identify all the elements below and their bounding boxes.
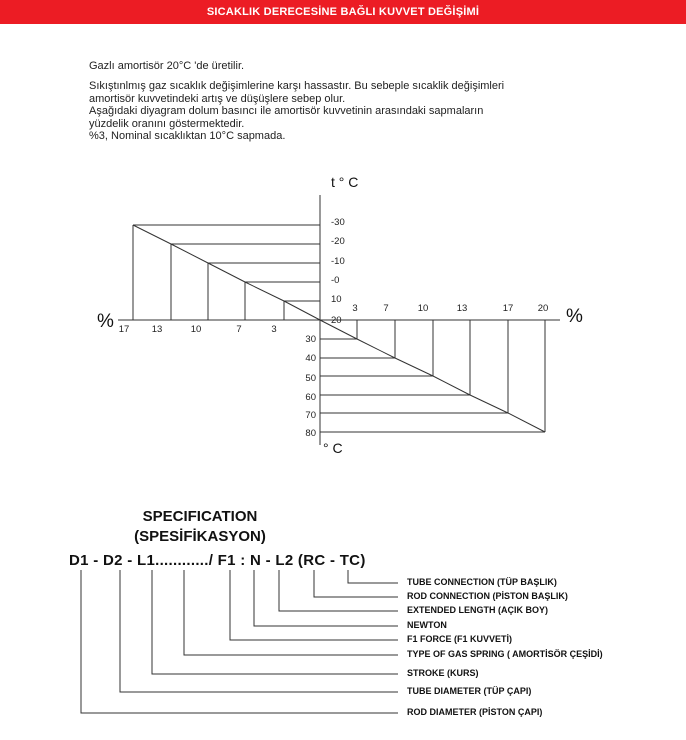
x-tick-label: 17	[502, 303, 514, 314]
x-tick-label: 7	[236, 324, 242, 335]
data-line-segment	[245, 282, 284, 301]
y-tick-label: -30	[331, 217, 345, 228]
data-line-segment	[395, 358, 433, 376]
data-line-segment	[208, 263, 245, 282]
intro-line: Sıkıştınlmış gaz sıcaklık değişimlerine karşı hassastır. Bu sebeple sıcaklik değişimleri	[89, 80, 505, 93]
x-axis-label-left: %	[97, 311, 114, 332]
data-line-segment	[470, 395, 508, 413]
spec-leader-line	[152, 570, 398, 674]
data-line-segment	[357, 339, 395, 358]
spec-leader-line	[279, 570, 398, 611]
y-tick-label: 60	[305, 392, 316, 403]
intro-line: yüzdelik oranını göstermektedir.	[89, 117, 245, 130]
y-tick-label: 10	[331, 294, 342, 305]
spec-label-tube-connection: TUBE CONNECTION (TÜP BAŞLIK)	[407, 577, 557, 587]
y-tick-label: 20	[331, 315, 342, 326]
intro-line: Gazlı amortisör 20°C 'de üretilir.	[89, 60, 245, 72]
spec-label-stroke: STROKE (KURS)	[407, 668, 479, 678]
y-tick-label: -0	[331, 275, 340, 286]
x-tick-label: 3	[271, 324, 277, 335]
spec-label-tube-diameter: TUBE DIAMETER (TÜP ÇAPI)	[407, 686, 532, 696]
y-axis-label-bottom: ° C	[323, 440, 343, 456]
x-tick-label: 13	[456, 303, 468, 314]
spec-code: D1 - D2 - L1............/ F1 : N - L2 (RC - TC)	[69, 552, 366, 569]
page-title: SICAKLIK DERECESİNE BAĞLI KUVVET DEĞİŞİMİ	[0, 0, 686, 24]
data-line-segment	[133, 225, 171, 244]
y-tick-label: 70	[305, 410, 316, 421]
intro-line: Aşağıdaki diyagram dolum basıncı ile amortisör kuvvetinin arasındaki sapmaların	[89, 105, 484, 118]
x-tick-label: 10	[190, 324, 202, 335]
y-tick-label: -20	[331, 236, 345, 247]
intro-line: %3, Nominal sıcaklıktan 10°C sapmada.	[89, 130, 286, 143]
spec-leader-line	[348, 570, 398, 583]
spec-title: SPECIFICATION	[142, 508, 258, 525]
spec-subtitle: (SPESİFİKASYON)	[134, 528, 266, 545]
x-tick-label: 3	[352, 303, 358, 314]
intro-line: amortisör kuvvetindeki artış ve düşüşlere sebep olur.	[89, 92, 346, 105]
spec-label-rod-connection: ROD CONNECTION (PİSTON BAŞLIK)	[407, 591, 568, 601]
x-tick-label: 20	[537, 303, 549, 314]
x-tick-label: 17	[118, 324, 130, 335]
data-line-segment	[433, 376, 470, 395]
spec-label-f1-force: F1 FORCE (F1 KUVVETİ)	[407, 634, 513, 644]
y-tick-label: 80	[305, 428, 316, 439]
x-axis-label-right: %	[566, 306, 583, 327]
spec-label-gas-spring-type: TYPE OF GAS SPRING ( AMORTİSÖR ÇEŞİDİ)	[407, 649, 603, 659]
x-tick-label: 13	[151, 324, 163, 335]
x-tick-label: 7	[383, 303, 389, 314]
y-tick-label: -10	[331, 256, 345, 267]
data-line-segment	[508, 413, 545, 432]
x-tick-label: 10	[417, 303, 429, 314]
data-line-segment	[171, 244, 208, 263]
spec-label-newton: NEWTON	[407, 620, 447, 630]
y-tick-label: 30	[305, 334, 316, 345]
y-tick-label: 50	[305, 373, 316, 384]
data-line-segment	[284, 301, 320, 320]
y-axis-label-top: t ° C	[331, 174, 359, 190]
spec-label-extended-length: EXTENDED LENGTH (AÇIK BOY)	[407, 605, 549, 615]
spec-leader-line	[254, 570, 398, 626]
y-tick-label: 40	[305, 353, 316, 364]
spec-label-rod-diameter: ROD DIAMETER (PİSTON ÇAPI)	[407, 707, 543, 717]
